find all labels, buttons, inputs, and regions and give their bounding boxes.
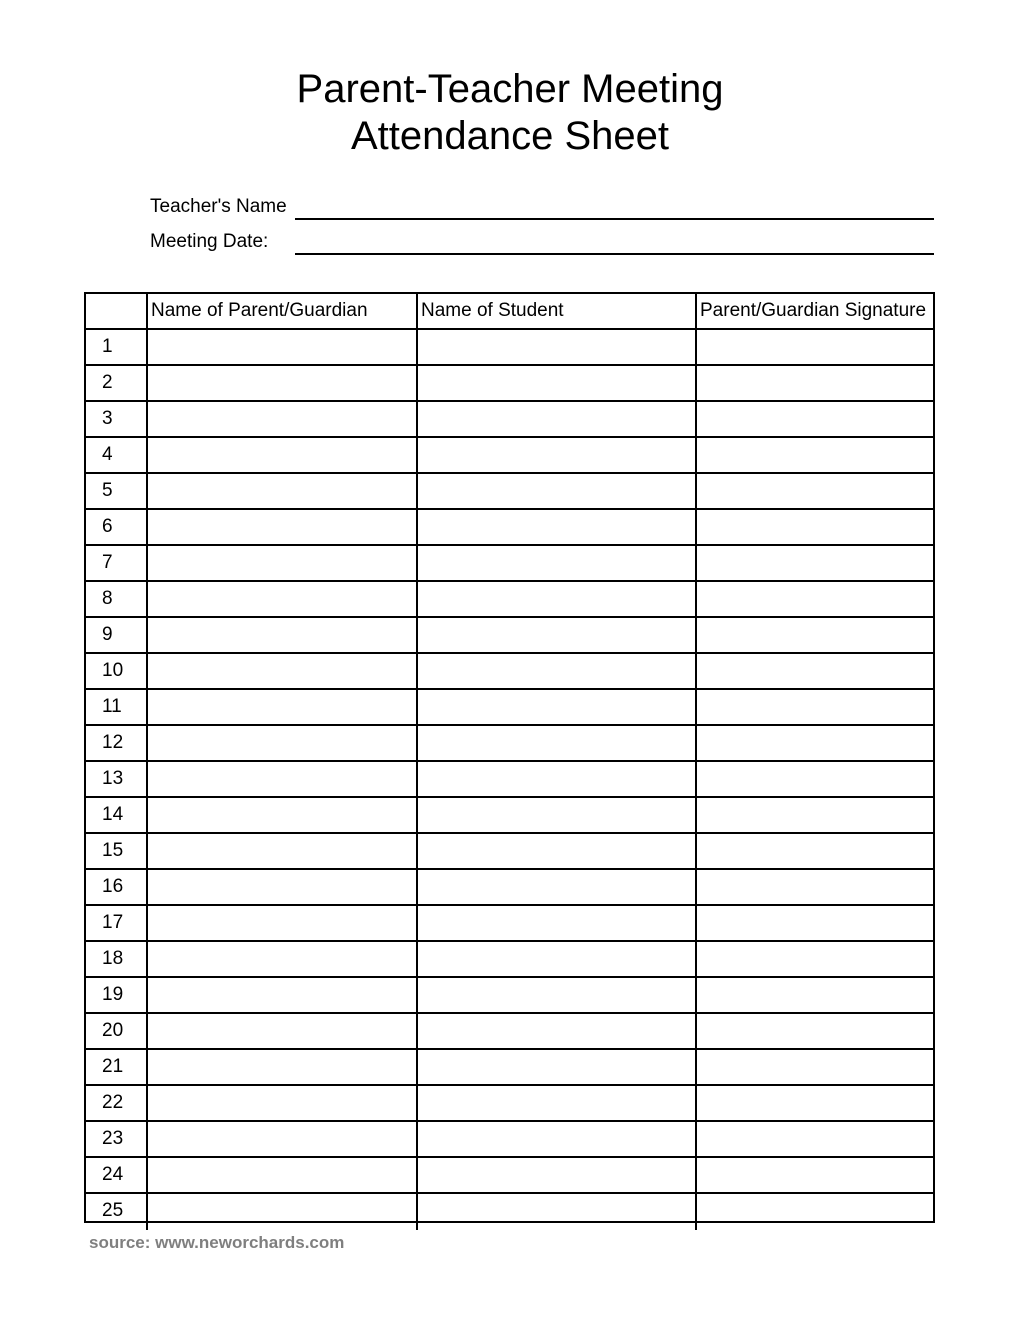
- header-number: [86, 294, 146, 328]
- parent-name-cell[interactable]: [146, 546, 416, 580]
- row-number: 22: [102, 1092, 124, 1113]
- table-row: [86, 1014, 935, 1050]
- student-name-cell[interactable]: [416, 834, 695, 868]
- parent-name-cell[interactable]: [146, 690, 416, 724]
- signature-cell[interactable]: [695, 834, 935, 868]
- table-row: [86, 510, 935, 546]
- signature-cell[interactable]: [695, 438, 935, 472]
- signature-cell[interactable]: [695, 618, 935, 652]
- parent-name-cell[interactable]: [146, 870, 416, 904]
- student-name-cell[interactable]: [416, 690, 695, 724]
- student-name-cell[interactable]: [416, 1194, 695, 1230]
- row-number: 13: [102, 768, 124, 789]
- row-number: 18: [102, 948, 124, 969]
- signature-cell[interactable]: [695, 978, 935, 1012]
- row-number: 16: [102, 876, 124, 897]
- signature-cell[interactable]: [695, 1158, 935, 1192]
- parent-name-cell[interactable]: [146, 1194, 416, 1230]
- attendance-table: [84, 292, 935, 1223]
- student-name-cell[interactable]: [416, 618, 695, 652]
- table-row: [86, 1050, 935, 1086]
- signature-cell[interactable]: [695, 942, 935, 976]
- table-row: [86, 654, 935, 690]
- signature-cell[interactable]: [695, 654, 935, 688]
- student-name-cell[interactable]: [416, 366, 695, 400]
- student-name-cell[interactable]: [416, 870, 695, 904]
- teacher-name-label: Teacher's Name: [150, 196, 287, 217]
- row-number: 17: [102, 912, 124, 933]
- table-row: [86, 726, 935, 762]
- table-row: [86, 834, 935, 870]
- table-header-row: [86, 294, 935, 330]
- parent-name-cell[interactable]: [146, 474, 416, 508]
- student-name-cell[interactable]: [416, 546, 695, 580]
- row-number: 21: [102, 1056, 124, 1077]
- signature-cell[interactable]: [695, 1014, 935, 1048]
- student-name-cell[interactable]: [416, 726, 695, 760]
- student-name-cell[interactable]: [416, 402, 695, 436]
- parent-name-cell[interactable]: [146, 1014, 416, 1048]
- signature-cell[interactable]: [695, 1050, 935, 1084]
- row-number: 10: [102, 660, 124, 681]
- row-number: 4: [102, 444, 113, 465]
- header-signature: Parent/Guardian Signature: [695, 294, 935, 328]
- source-credit: source: www.neworchards.com: [89, 1233, 345, 1252]
- signature-cell[interactable]: [695, 546, 935, 580]
- row-number: 12: [102, 732, 124, 753]
- row-number: 25: [102, 1200, 124, 1221]
- table-row: [86, 1158, 935, 1194]
- parent-name-cell[interactable]: [146, 438, 416, 472]
- student-name-cell[interactable]: [416, 942, 695, 976]
- parent-name-cell[interactable]: [146, 330, 416, 364]
- signature-cell[interactable]: [695, 330, 935, 364]
- row-number: 15: [102, 840, 124, 861]
- signature-cell[interactable]: [695, 762, 935, 796]
- parent-name-cell[interactable]: [146, 798, 416, 832]
- table-row: [86, 546, 935, 582]
- table-row: [86, 690, 935, 726]
- signature-cell[interactable]: [695, 1086, 935, 1120]
- teacher-name-field[interactable]: [295, 218, 934, 220]
- student-name-cell[interactable]: [416, 798, 695, 832]
- student-name-cell[interactable]: [416, 582, 695, 616]
- table-row: [86, 942, 935, 978]
- table-row: [86, 906, 935, 942]
- signature-cell[interactable]: [695, 582, 935, 616]
- signature-cell[interactable]: [695, 690, 935, 724]
- row-number: 8: [102, 588, 113, 609]
- table-row: [86, 474, 935, 510]
- parent-name-cell[interactable]: [146, 1086, 416, 1120]
- student-name-cell[interactable]: [416, 510, 695, 544]
- row-number: 24: [102, 1164, 124, 1185]
- parent-name-cell[interactable]: [146, 978, 416, 1012]
- header-student-name: Name of Student: [416, 294, 695, 328]
- student-name-cell[interactable]: [416, 438, 695, 472]
- parent-name-cell[interactable]: [146, 1158, 416, 1192]
- title-line-1: Parent-Teacher Meeting: [296, 67, 724, 111]
- parent-name-cell[interactable]: [146, 510, 416, 544]
- student-name-cell[interactable]: [416, 906, 695, 940]
- student-name-cell[interactable]: [416, 1050, 695, 1084]
- parent-name-cell[interactable]: [146, 1122, 416, 1156]
- student-name-cell[interactable]: [416, 654, 695, 688]
- student-name-cell[interactable]: [416, 978, 695, 1012]
- parent-name-cell[interactable]: [146, 402, 416, 436]
- table-row: [86, 870, 935, 906]
- table-row: [86, 402, 935, 438]
- table-row: [86, 366, 935, 402]
- row-number: 14: [102, 804, 124, 825]
- row-number: 6: [102, 516, 113, 537]
- parent-name-cell[interactable]: [146, 834, 416, 868]
- table-row: [86, 1122, 935, 1158]
- table-row: [86, 582, 935, 618]
- signature-cell[interactable]: [695, 870, 935, 904]
- signature-cell[interactable]: [695, 906, 935, 940]
- table-row: [86, 798, 935, 834]
- parent-name-cell[interactable]: [146, 906, 416, 940]
- row-number: 5: [102, 480, 113, 501]
- signature-cell[interactable]: [695, 366, 935, 400]
- parent-name-cell[interactable]: [146, 582, 416, 616]
- row-number: 23: [102, 1128, 124, 1149]
- header-parent-name: Name of Parent/Guardian: [146, 294, 416, 328]
- student-name-cell[interactable]: [416, 1158, 695, 1192]
- student-name-cell[interactable]: [416, 330, 695, 364]
- student-name-cell[interactable]: [416, 1014, 695, 1048]
- signature-cell[interactable]: [695, 474, 935, 508]
- table-row: [86, 1086, 935, 1122]
- row-number: 3: [102, 408, 113, 429]
- row-number: 11: [102, 696, 122, 717]
- signature-cell[interactable]: [695, 510, 935, 544]
- signature-cell[interactable]: [695, 1194, 935, 1230]
- parent-name-cell[interactable]: [146, 726, 416, 760]
- signature-cell[interactable]: [695, 1122, 935, 1156]
- parent-name-cell[interactable]: [146, 618, 416, 652]
- table-row: [86, 438, 935, 474]
- student-name-cell[interactable]: [416, 1086, 695, 1120]
- signature-cell[interactable]: [695, 798, 935, 832]
- row-number: 9: [102, 624, 113, 645]
- signature-cell[interactable]: [695, 402, 935, 436]
- row-number: 2: [102, 372, 113, 393]
- parent-name-cell[interactable]: [146, 1050, 416, 1084]
- title-line-2: Attendance Sheet: [350, 114, 670, 158]
- signature-cell[interactable]: [695, 726, 935, 760]
- table-row: [86, 330, 935, 366]
- table-row: [86, 762, 935, 798]
- parent-name-cell[interactable]: [146, 942, 416, 976]
- row-number: 20: [102, 1020, 124, 1041]
- parent-name-cell[interactable]: [146, 654, 416, 688]
- table-row: [86, 978, 935, 1014]
- table-row: [86, 618, 935, 654]
- student-name-cell[interactable]: [416, 762, 695, 796]
- meeting-date-label: Meeting Date:: [150, 231, 269, 252]
- student-name-cell[interactable]: [416, 1122, 695, 1156]
- row-number: 19: [102, 984, 124, 1005]
- student-name-cell[interactable]: [416, 474, 695, 508]
- row-number: 1: [102, 336, 113, 357]
- row-number: 7: [102, 552, 113, 573]
- meeting-date-field[interactable]: [295, 253, 934, 255]
- parent-name-cell[interactable]: [146, 366, 416, 400]
- table-row: [86, 1194, 935, 1230]
- parent-name-cell[interactable]: [146, 762, 416, 796]
